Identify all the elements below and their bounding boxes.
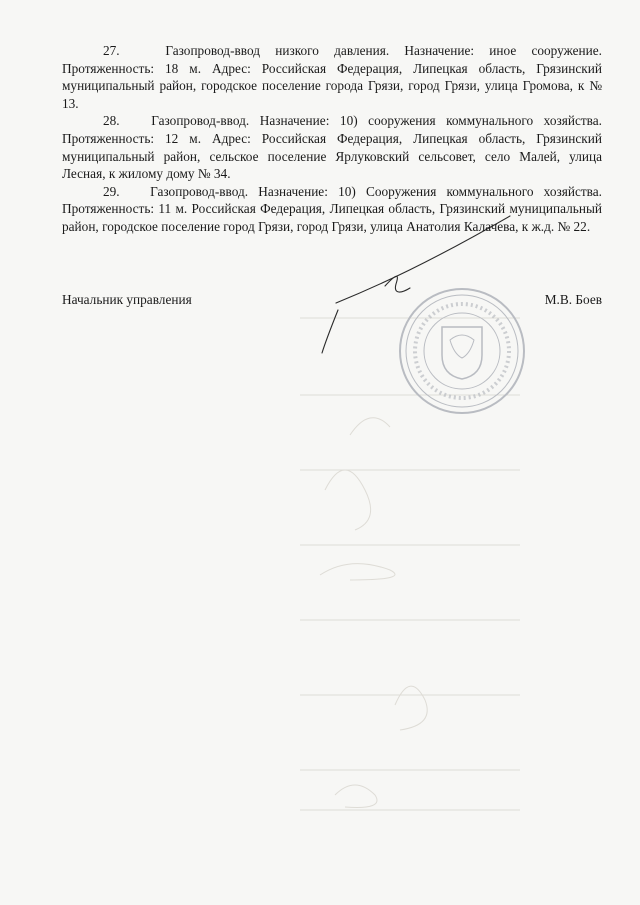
list-item: [62, 42, 602, 112]
list-item: [62, 183, 602, 236]
list-item: [62, 112, 602, 182]
signer-position: Начальник управления: [62, 292, 192, 307]
item-number: 28.: [103, 113, 120, 129]
item-text: Газопровод-ввод. Назначение: 10) сооружения коммунального хозяйства. Протяженность: 12 м. Адрес: Российская Федерация, Липецкая область, Грязинский муниципальный район, сельское поселение Ярлуковский сельсовет, село Малей, улица Лесная, к жилому дому № 34.: [62, 113, 602, 182]
signer-name: М.В. Боев: [544, 292, 602, 307]
document-body: [62, 42, 602, 236]
item-text: Газопровод-ввод низкого давления. Назначение: иное сооружение. Протяженность: 18 м. Адрес: Российская Федерация, Липецкая область, Грязинский муниципальный район, городское поселение города Грязи, город Грязи, улица Громова, к № 13.: [62, 43, 602, 111]
item-number: 27.: [103, 43, 120, 58]
item-text: Газопровод-ввод. Назначение: 10) Сооружения коммунального хозяйства. Протяженность: 11 м. Российская Федерация, Липецкая область, Грязинский муниципальный район, городское поселение город Грязи, город Грязи, улица Анатолия Калачева, к ж.д. № 22.: [62, 183, 602, 234]
item-number: 29.: [103, 183, 120, 199]
